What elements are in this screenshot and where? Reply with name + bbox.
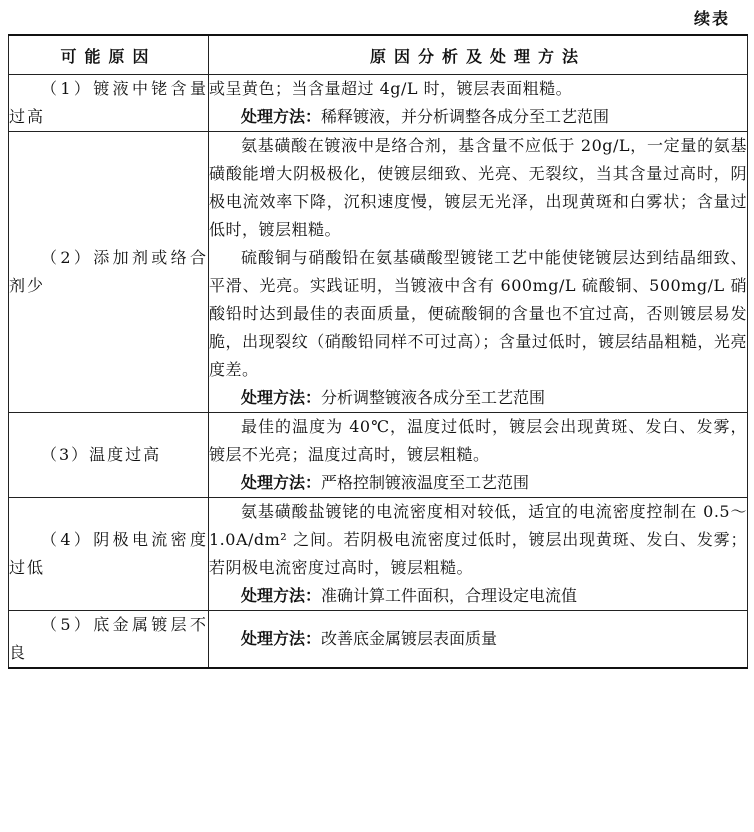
analysis-paragraph: 硫酸铜与硝酸铅在氨基磺酸型镀铑工艺中能使铑镀层达到结晶细致、平滑、光亮。实践证明，当镀液中含有 600mg/L 硫酸铜、500mg/L 硝酸铅时达到最佳的表面质量，便硫酸铜的含量也不宜过高，否则镀层易发脆，出现裂纹（硝酸铅同样不可过高）；含量过低时，镀层结晶粗糙，光亮度差。: [209, 248, 747, 379]
analysis-cell: [209, 498, 748, 611]
cause-cell: （5）底金属镀层不良: [9, 611, 209, 669]
method-label: 处理方法：: [241, 629, 322, 648]
method-text: 改善底金属镀层表面质量: [321, 629, 498, 648]
header-analysis: 原因分析及处理方法: [209, 35, 748, 75]
table-row: [9, 611, 748, 669]
troubleshooting-table: [8, 34, 748, 669]
method-text: 稀释镀液，并分析调整各成分至工艺范围: [321, 107, 610, 126]
treatment-method: [209, 384, 747, 412]
analysis-cell: [209, 132, 748, 413]
analysis-cell: [209, 611, 748, 669]
analysis-paragraph: 或呈黄色；当含量超过 4g/L 时，镀层表面粗糙。: [209, 79, 573, 98]
method-label: 处理方法：: [241, 473, 322, 492]
continued-table-label: 续表: [693, 9, 730, 28]
cause-cell: （2）添加剂或络合剂少: [9, 132, 209, 413]
treatment-method: [209, 103, 747, 131]
table-row: [9, 498, 748, 611]
table-row: [9, 132, 748, 413]
treatment-method: [209, 469, 747, 497]
treatment-method: [209, 625, 747, 653]
analysis-cell: [209, 75, 748, 132]
header-cause: 可能原因: [9, 35, 209, 75]
method-label: 处理方法：: [241, 388, 322, 407]
method-text: 准确计算工件面积，合理设定电流值: [321, 586, 578, 605]
table-row: [9, 413, 748, 498]
table-header-row: [9, 35, 748, 75]
cause-cell: （3）温度过高: [9, 413, 209, 498]
treatment-method: [209, 582, 747, 610]
analysis-cell: [209, 413, 748, 498]
analysis-paragraph: 氨基磺酸在镀液中是络合剂，基含量不应低于 20g/L，一定量的氨基磺酸能增大阴极极化，使镀层细致、光亮、无裂纹，当其含量过高时，阴极电流效率下降，沉积速度慢，镀层无光泽，出现黄斑和白雾状；含量过低时，镀层粗糙。: [209, 136, 747, 239]
analysis-paragraph: 最佳的温度为 40℃，温度过低时，镀层会出现黄斑、发白、发雾，镀层不光亮；温度过高时，镀层粗糙。: [209, 417, 747, 464]
method-label: 处理方法：: [241, 586, 322, 605]
method-label: 处理方法：: [241, 107, 322, 126]
cause-cell: （1）镀液中铑含量过高: [9, 75, 209, 132]
cause-cell: （4）阴极电流密度过低: [9, 498, 209, 611]
table-row: [9, 75, 748, 132]
method-text: 分析调整镀液各成分至工艺范围: [321, 388, 546, 407]
analysis-paragraph: 氨基磺酸盐镀铑的电流密度相对较低，适宜的电流密度控制在 0.5～1.0A/dm² 之间。若阴极电流密度过低时，镀层出现黄斑、发白、发雾；若阴极电流密度过高时，镀层粗糙。: [209, 502, 747, 577]
method-text: 严格控制镀液温度至工艺范围: [321, 473, 530, 492]
